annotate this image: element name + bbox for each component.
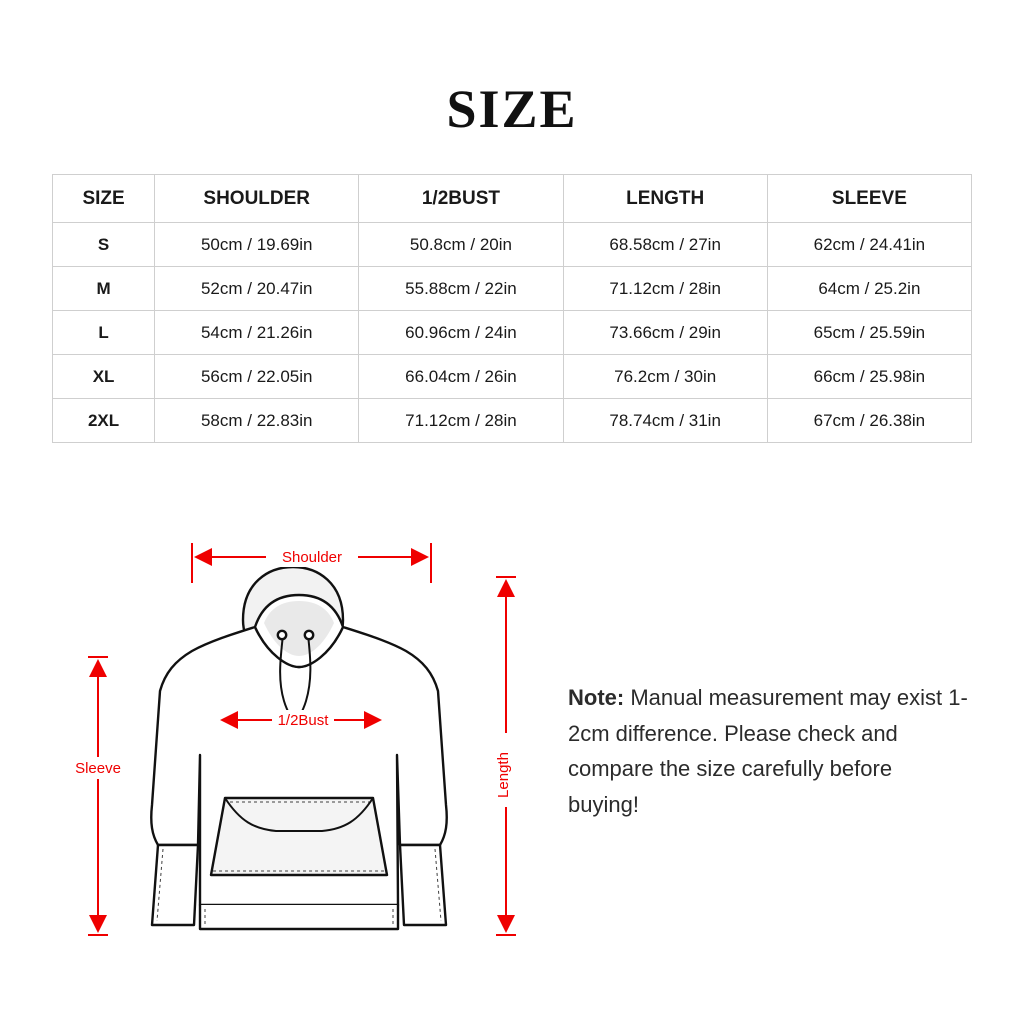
column-header-length: LENGTH [563, 175, 767, 223]
column-header-size: SIZE [53, 175, 155, 223]
cuff-left [152, 845, 198, 925]
hoodie-illustration [151, 567, 447, 929]
hem-ribbing [200, 905, 398, 929]
note-block [568, 680, 968, 823]
cell-sleeve: 66cm / 25.98in [767, 355, 971, 399]
cell-shoulder: 54cm / 21.26in [155, 311, 359, 355]
cuff-right [400, 845, 446, 925]
note-text: Manual measurement may exist 1-2cm difference. Please check and compare the size carefully before buying! [568, 685, 968, 817]
cell-length: 76.2cm / 30in [563, 355, 767, 399]
table-row [53, 399, 972, 443]
column-header-sleeve: SLEEVE [767, 175, 971, 223]
cell-bust: 71.12cm / 28in [359, 399, 563, 443]
cell-shoulder: 58cm / 22.83in [155, 399, 359, 443]
kangaroo-pocket [211, 798, 387, 875]
cell-bust: 50.8cm / 20in [359, 223, 563, 267]
sleeve-label: Sleeve [75, 760, 121, 777]
cell-bust: 55.88cm / 22in [359, 267, 563, 311]
cell-length: 68.58cm / 27in [563, 223, 767, 267]
note-label: Note: [568, 685, 625, 710]
cell-size: L [53, 311, 155, 355]
cell-sleeve: 64cm / 25.2in [767, 267, 971, 311]
size-chart-table [52, 174, 972, 443]
column-header-bust: 1/2BUST [359, 175, 563, 223]
length-label: Length [495, 752, 512, 798]
page-title: SIZE [446, 79, 578, 139]
cell-size: 2XL [53, 399, 155, 443]
table-header-row [53, 175, 972, 223]
cell-length: 78.74cm / 31in [563, 399, 767, 443]
cell-size: M [53, 267, 155, 311]
half-bust-label: 1/2Bust [277, 712, 329, 729]
shoulder-label: Shoulder [281, 549, 343, 566]
drawstring-eyelet-right [305, 631, 313, 639]
cell-shoulder: 50cm / 19.69in [155, 223, 359, 267]
cell-sleeve: 62cm / 24.41in [767, 223, 971, 267]
table-row [53, 311, 972, 355]
table-row [53, 355, 972, 399]
cell-shoulder: 56cm / 22.05in [155, 355, 359, 399]
drawstring-eyelet-left [278, 631, 286, 639]
cell-sleeve: 67cm / 26.38in [767, 399, 971, 443]
column-header-shoulder: SHOULDER [155, 175, 359, 223]
cell-size: XL [53, 355, 155, 399]
cell-bust: 60.96cm / 24in [359, 311, 563, 355]
cell-size: S [53, 223, 155, 267]
cell-shoulder: 52cm / 20.47in [155, 267, 359, 311]
cell-sleeve: 65cm / 25.59in [767, 311, 971, 355]
cell-length: 73.66cm / 29in [563, 311, 767, 355]
table-row [53, 267, 972, 311]
hoodie-measurement-diagram [40, 505, 560, 975]
cell-bust: 66.04cm / 26in [359, 355, 563, 399]
cell-length: 71.12cm / 28in [563, 267, 767, 311]
table-row [53, 223, 972, 267]
